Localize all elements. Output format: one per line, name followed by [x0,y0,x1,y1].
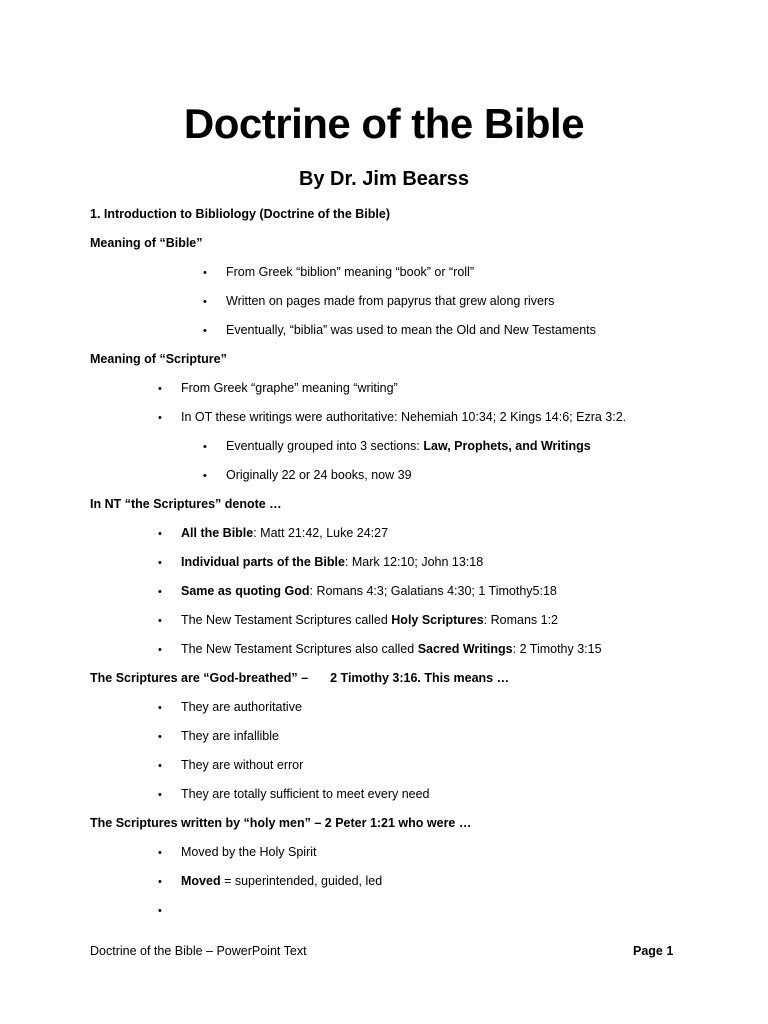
list-item [203,467,412,484]
list-item-text: In OT these writings were authoritative: Nehemiah 10:34; 2 Kings 14:6; Ezra 3:2. [181,410,627,424]
list-item [158,728,279,745]
list-item-text: : 2 Timothy 3:15 [512,642,602,656]
list-item-emphasis: Sacred Writings [417,642,513,656]
list-item-text: Written on pages made from papyrus that grew along rivers [226,294,555,308]
bullet-icon: • [158,847,162,859]
bullet-icon: • [158,702,162,714]
bullet-icon: • [158,644,162,656]
nt-scriptures-heading: In NT “the Scriptures” denote … [90,497,282,511]
footer-page-number: Page 1 [633,944,674,958]
list-item-emphasis: Same as quoting God [181,584,310,598]
bullet-icon: • [158,760,162,772]
list-item [158,786,430,803]
list-item [203,438,591,455]
list-item [158,525,388,542]
list-item [158,699,302,716]
list-item-text: : Matt 21:42, Luke 24:27 [253,526,389,540]
list-item-text: The New Testament Scriptures called [181,613,392,627]
bible-meaning-heading: Meaning of “Bible” [90,236,203,250]
bullet-icon: • [158,528,162,540]
god-breathed-heading-ref: 2 Timothy 3:16. This means … [330,671,510,685]
list-item [158,844,316,861]
list-item [158,757,303,774]
list-item-text: From Greek “graphe” meaning “writing” [181,381,398,395]
list-item [158,641,602,658]
list-item-text: Originally 22 or 24 books, now 39 [226,468,412,482]
list-item-text: The New Testament Scriptures also called [181,642,418,656]
list-item-text: They are totally sufficient to meet every need [181,787,430,801]
list-item [203,322,596,339]
list-item [158,554,483,571]
bullet-icon: • [158,789,162,801]
bullet-icon: • [158,615,162,627]
list-item [158,612,558,629]
list-item-text: Eventually grouped into 3 sections: [226,439,424,453]
list-item-text: They are without error [181,758,304,772]
scripture-meaning-heading: Meaning of “Scripture” [90,352,227,366]
list-item-text: : Mark 12:10; John 13:18 [344,555,484,569]
list-item [158,409,626,426]
list-item-text: Moved by the Holy Spirit [181,845,317,859]
bullet-icon: • [158,905,162,917]
list-item-text: Eventually, “biblia” was used to mean the Old and New Testaments [226,323,596,337]
footer-document-name: Doctrine of the Bible – PowerPoint Text [90,944,307,958]
list-item [203,264,474,281]
bullet-icon: • [158,731,162,743]
bullet-icon: • [203,325,207,337]
list-item-emphasis: All the Bible [181,526,254,540]
bullet-icon: • [158,586,162,598]
list-item-text: : Romans 1:2 [483,613,559,627]
bullet-icon: • [158,557,162,569]
section-intro-heading: 1. Introduction to Bibliology (Doctrine of the Bible) [90,207,390,221]
list-item [158,380,398,397]
list-item-text: They are authoritative [181,700,302,714]
list-item-emphasis: Law, Prophets, and Writings [423,439,591,453]
list-item-emphasis: Holy Scriptures [391,613,484,627]
bullet-icon: • [203,441,207,453]
document-author: By Dr. Jim Bearss [298,168,470,190]
list-item-emphasis: Moved [181,874,221,888]
bullet-icon: • [158,876,162,888]
god-breathed-heading-text: The Scriptures are “God-breathed” – [90,671,309,685]
list-item-text: From Greek “biblion” meaning “book” or “roll” [226,265,474,279]
bullet-icon: • [203,470,207,482]
list-item [158,583,557,600]
list-item-empty [158,902,181,919]
bullet-icon: • [158,412,162,424]
document-title: Doctrine of the Bible [183,100,585,147]
list-item-text: They are infallible [181,729,279,743]
bullet-icon: • [203,296,207,308]
god-breathed-heading [90,670,509,686]
bullet-icon: • [203,267,207,279]
list-item [203,293,554,310]
list-item-text: = superintended, guided, led [220,874,383,888]
list-item [158,873,382,890]
list-item-text: : Romans 4:3; Galatians 4:30; 1 Timothy5:18 [309,584,557,598]
bullet-icon: • [158,383,162,395]
holy-men-heading: The Scriptures written by “holy men” – 2 Peter 1:21 who were … [90,816,472,830]
list-item-emphasis: Individual parts of the Bible [181,555,345,569]
